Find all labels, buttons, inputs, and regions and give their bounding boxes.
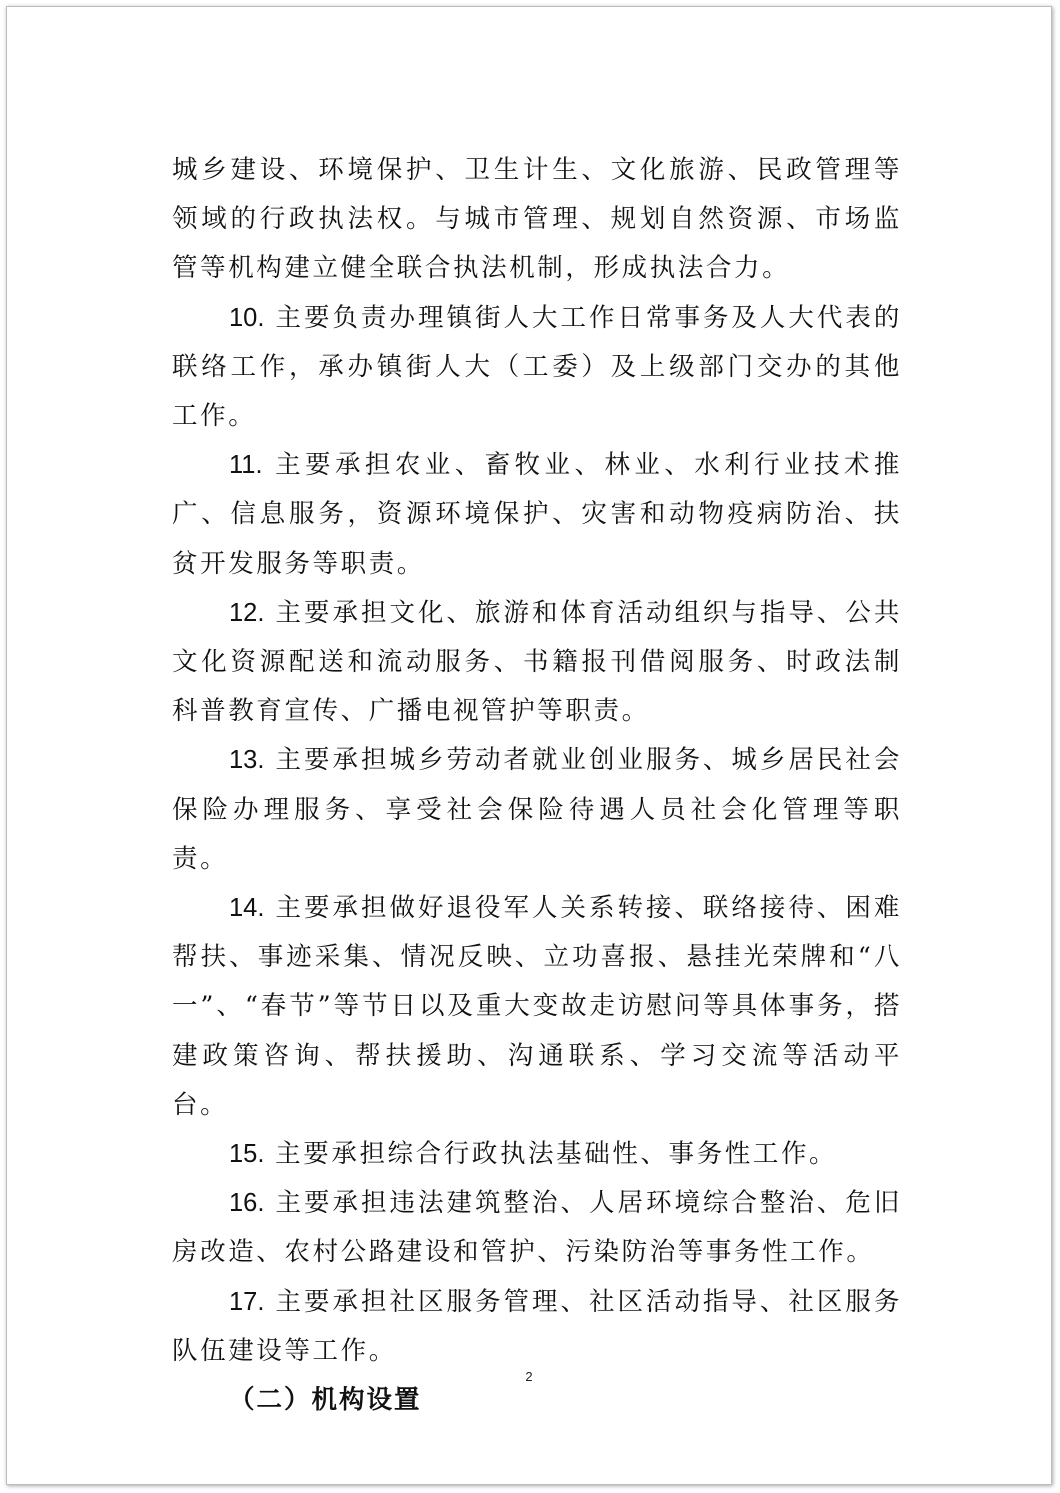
page-number: 2: [525, 1369, 533, 1384]
paragraph-item-11: [172, 441, 902, 589]
paragraph-item-17: [172, 1278, 902, 1376]
item-number: 17.: [229, 1287, 265, 1316]
section-heading: （二）机构设置: [229, 1385, 422, 1416]
item-text: 主要承担农业、畜牧业、林业、水利行业技术推广、信息服务，资源环境保护、灾害和动物疫病防治、扶贫开发服务等职责。: [172, 450, 902, 579]
item-number: 16.: [229, 1189, 265, 1218]
item-number: 13.: [229, 746, 265, 775]
item-text: 主要承担综合行政执法基础性、事务性工作。: [264, 1139, 838, 1170]
item-number: 15.: [229, 1140, 265, 1169]
item-text: 主要承担文化、旅游和体育活动组织与指导、公共文化资源配送和流动服务、书籍报刊借阅服务、时政法制科普教育宣传、广播电视管护等职责。: [172, 597, 902, 727]
paragraph-continuation: 城乡建设、环境保护、卫生计生、文化旅游、民政管理等领域的行政执法权。与城市管理、规划自然资源、市场监管等机构建立健全联合执法机制，形成执法合力。: [172, 155, 902, 284]
paragraph-item-15: [172, 1130, 902, 1179]
item-text: 主要承担城乡劳动者就业创业服务、城乡居民社会保险办理服务、享受社会保险待遇人员社会化管理等职责。: [172, 745, 902, 874]
item-text: 主要负责办理镇街人大工作日常事务及人大代表的联络工作，承办镇街人大（工委）及上级部门交办的其他工作。: [172, 302, 902, 432]
item-number: 14.: [229, 894, 265, 923]
item-text: 主要承担违法建筑整治、人居环境综合整治、危旧房改造、农村公路建设和管护、污染防治等事务性工作。: [172, 1188, 902, 1268]
item-text: 主要承担社区服务管理、社区活动指导、社区服务队伍建设等工作。: [172, 1286, 902, 1366]
paragraph-item-13: [172, 736, 902, 884]
paragraph-item-10: [172, 294, 902, 442]
document-body: [172, 146, 902, 1425]
item-number: 11.: [229, 451, 263, 480]
paragraph-item-14: [172, 884, 902, 1130]
paragraph-item-12: [172, 589, 902, 737]
item-number: 12.: [229, 598, 265, 627]
item-number: 10.: [229, 303, 265, 332]
item-text: 主要承担做好退役军人关系转接、联络接待、困难帮扶、事迹采集、情况反映、立功喜报、悬挂光荣牌和“八一”、“春节”等节日以及重大变故走访慰问等具体事务，搭建政策咨询、帮扶援助、沟通联系、学习交流等活动平台。: [172, 893, 902, 1120]
document-page: [6, 6, 1052, 1485]
paragraph-item-16: [172, 1179, 902, 1277]
